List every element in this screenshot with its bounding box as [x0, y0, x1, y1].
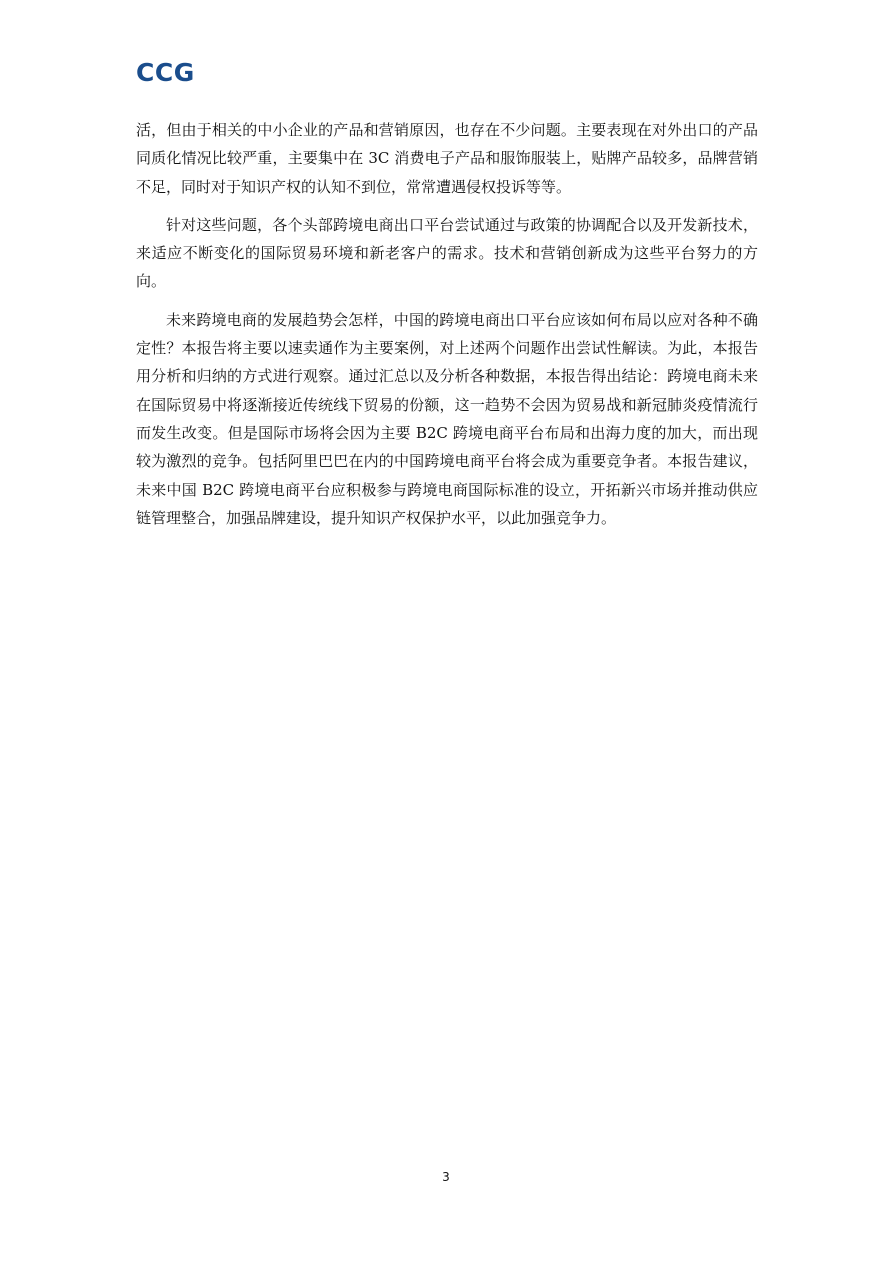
ccg-logo: CCG	[136, 58, 195, 87]
paragraph-platform-response: 针对这些问题，各个头部跨境电商出口平台尝试通过与政策的协调配合以及开发新技术，来适应不断变化的国际贸易环境和新老客户的需求。技术和营销创新成为这些平台努力的方向。	[136, 215, 758, 291]
document-body	[136, 116, 758, 542]
paragraph-report-summary: 未来跨境电商的发展趋势会怎样，中国的跨境电商出口平台应该如何布局以应对各种不确定性？本报告将主要以速卖通作为主要案例，对上述两个问题作出尝试性解读。为此，本报告用分析和归纳的方式进行观察。通过汇总以及分析各种数据，本报告得出结论：跨境电商未来在国际贸易中将逐渐接近传统线下贸易的份额，这一趋势不会因为贸易战和新冠肺炎疫情流行而发生改变。但是国际市场将会因为主要 B2C 跨境电商平台布局和出海力度的加大，而出现较为激烈的竞争。包括阿里巴巴在内的中国跨境电商平台将会成为重要竞争者。本报告建议，未来中国 B2C 跨境电商平台应积极参与跨境电商国际标准的设立，开拓新兴市场并推动供应链管理整合，加强品牌建设，提升知识产权保护水平，以此加强竞争力。	[136, 310, 758, 527]
paragraph-continuation: 活，但由于相关的中小企业的产品和营销原因，也存在不少问题。主要表现在对外出口的产品同质化情况比较严重，主要集中在 3C 消费电子产品和服饰服装上，贴牌产品较多，品牌营销不足，同时对于知识产权的认知不到位，常常遭遇侵权投诉等等。	[136, 121, 758, 196]
page-number: 3	[442, 1170, 450, 1184]
